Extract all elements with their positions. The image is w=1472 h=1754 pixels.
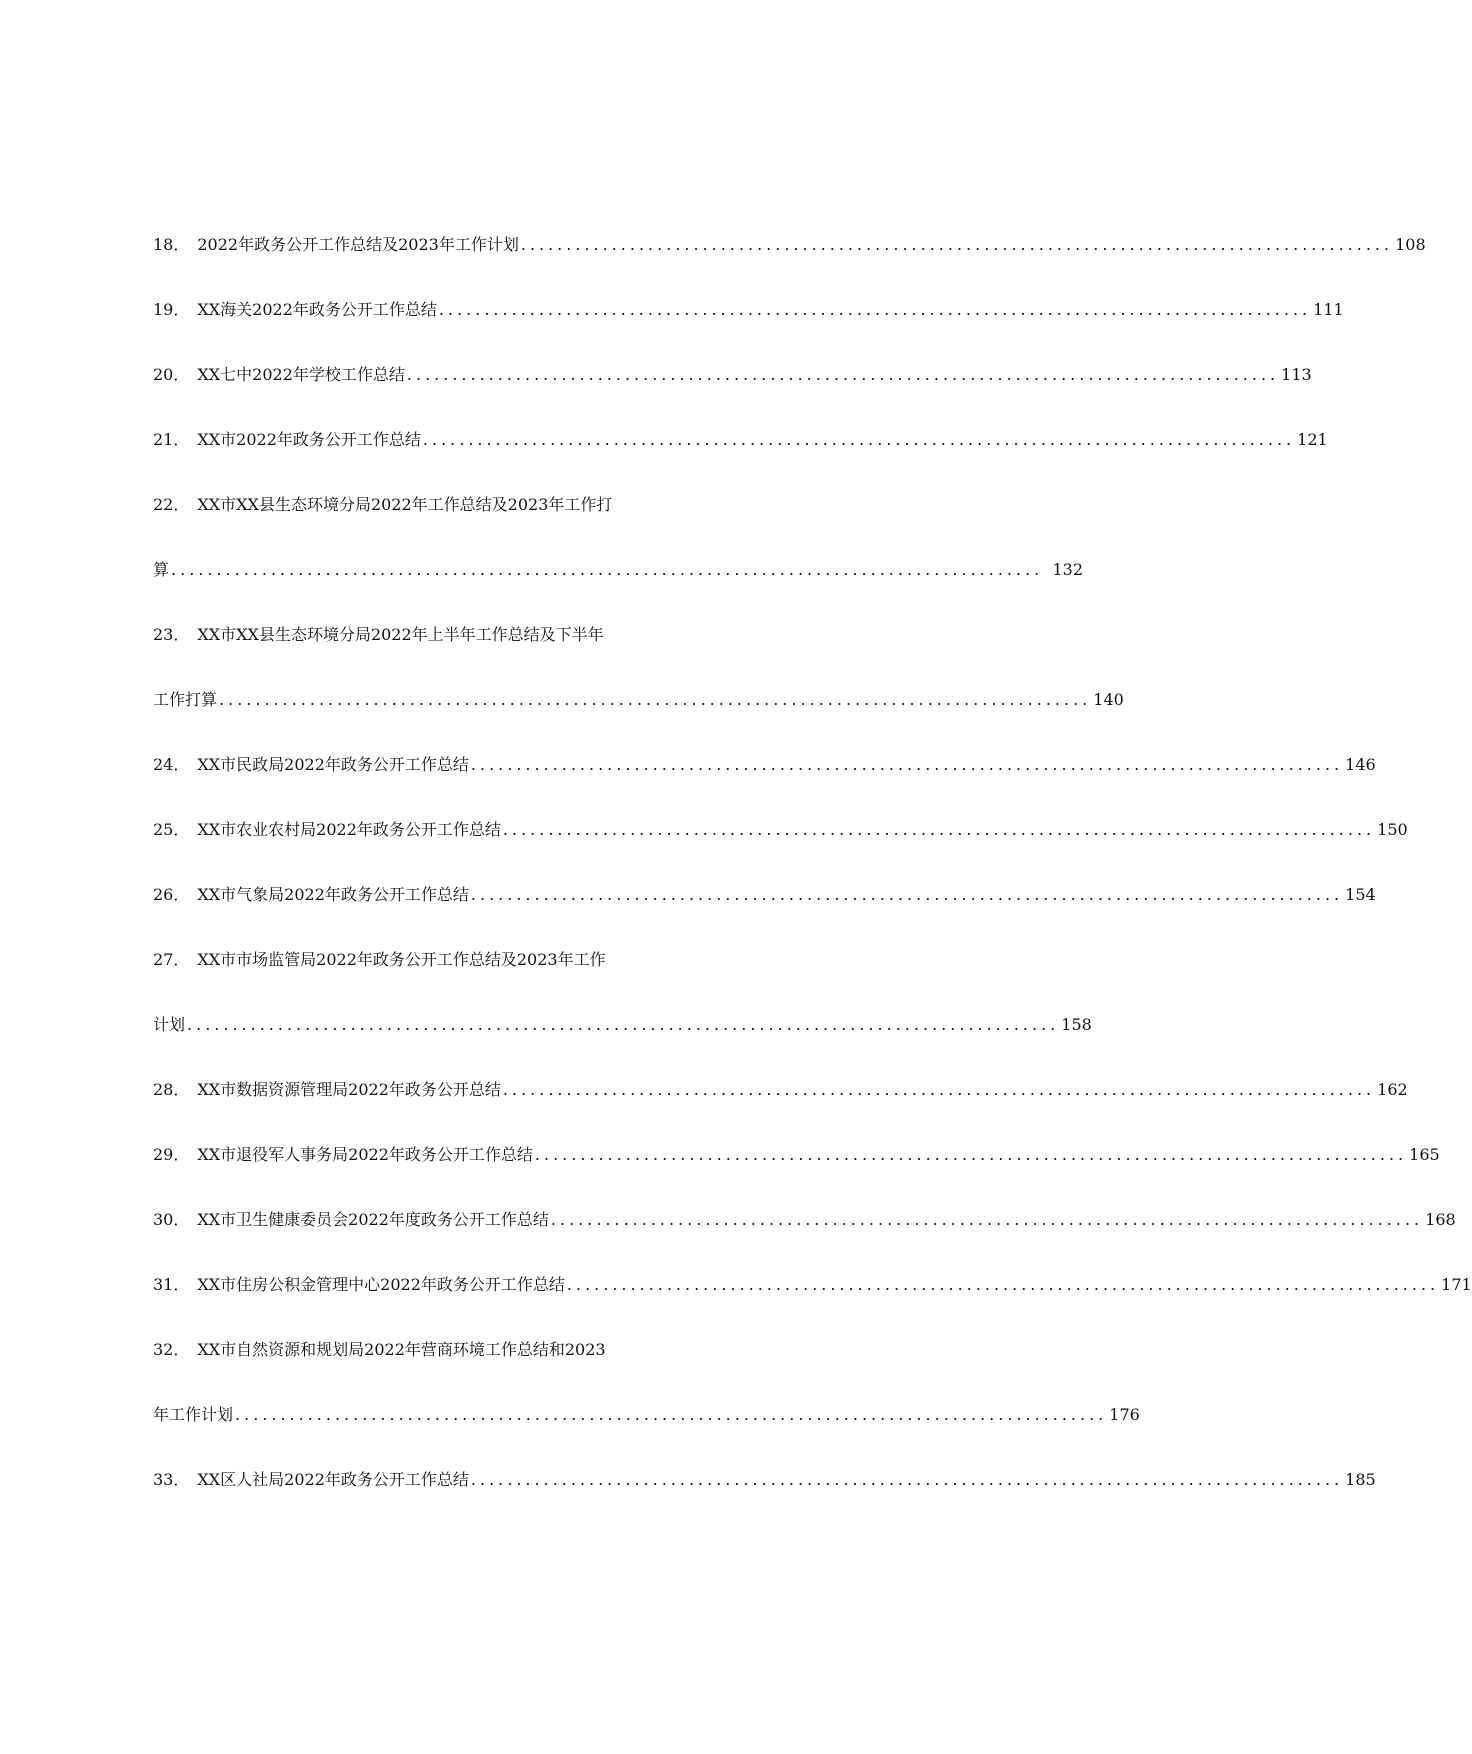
toc-entry-title: 28． XX市数据资源管理局2022年政务公开总结 [153,1080,501,1099]
toc-entry-22[interactable] [153,472,1083,602]
toc-entry-18[interactable] [153,212,1426,277]
toc-leader-dots: ................................................................................................ [566,1275,1440,1294]
toc-page-number: 108 [1395,235,1426,254]
toc-entry-title: 算 [153,560,170,579]
toc-entry-title: 26． XX市气象局2022年政务公开工作总结 [153,885,469,904]
toc-page-number: 158 [1061,1015,1092,1034]
toc-entry-line1: 23． XX市XX县生态环境分局2022年上半年工作总结及下半年 [153,625,604,644]
toc-entry-19[interactable] [153,277,1344,342]
toc-entry-title: 19． XX海关2022年政务公开工作总结 [153,300,437,319]
toc-page-number: 113 [1281,365,1312,384]
toc-page-number: 121 [1297,430,1328,449]
toc-leader-dots: ................................................................................................ [171,560,1044,579]
toc-entry-line1: 32． XX市自然资源和规划局2022年营商环境工作总结和2023 [153,1340,606,1359]
toc-leader-dots: ................................................................................................ [406,365,1280,384]
toc-leader-dots: ................................................................................................ [502,1080,1376,1099]
toc-leader-dots: ................................................................................................ [550,1210,1424,1229]
toc-entry-title: 工作打算 [153,690,218,709]
table-of-contents [153,212,1472,1512]
toc-entry-29[interactable] [153,1122,1440,1187]
toc-leader-dots: ................................................................................................ [520,235,1394,254]
toc-entry-title: 31． XX市住房公积金管理中心2022年政务公开工作总结 [153,1275,565,1294]
toc-entry-line2 [153,1382,1140,1447]
toc-page-number: 168 [1425,1210,1456,1229]
toc-entry-21[interactable] [153,407,1328,472]
toc-leader-dots: ................................................................................................ [235,1405,1108,1424]
toc-page-number: 150 [1377,820,1408,839]
toc-leader-dots: ................................................................................................ [470,1470,1344,1489]
toc-entry-title: 24． XX市民政局2022年政务公开工作总结 [153,755,469,774]
toc-page-number: 146 [1345,755,1376,774]
toc-leader-dots: ................................................................................................ [422,430,1296,449]
toc-entry-line2 [153,537,1083,602]
toc-page-number: 140 [1093,690,1124,709]
toc-entry-title: 18． 2022年政务公开工作总结及2023年工作计划 [153,235,519,254]
toc-entry-title: 33． XX区人社局2022年政务公开工作总结 [153,1470,469,1489]
toc-entry-26[interactable] [153,862,1376,927]
toc-entry-20[interactable] [153,342,1312,407]
toc-leader-dots: ................................................................................................ [470,885,1344,904]
toc-page-number: 185 [1345,1470,1376,1489]
toc-entry-23[interactable] [153,602,1124,732]
toc-page-number: 154 [1345,885,1376,904]
toc-entry-33[interactable] [153,1447,1376,1512]
toc-leader-dots: ................................................................................................ [187,1015,1060,1034]
toc-entry-31[interactable] [153,1252,1472,1317]
toc-page-number: 111 [1313,300,1344,319]
toc-entry-24[interactable] [153,732,1376,797]
toc-leader-dots: ................................................................................................ [534,1145,1408,1164]
toc-entry-title: 30． XX市卫生健康委员会2022年度政务公开工作总结 [153,1210,549,1229]
toc-entry-title: 20． XX七中2022年学校工作总结 [153,365,405,384]
toc-page-number: 171 [1441,1275,1472,1294]
toc-entry-32[interactable] [153,1317,1140,1447]
toc-entry-title: 25． XX市农业农村局2022年政务公开工作总结 [153,820,501,839]
toc-leader-dots: ................................................................................................ [502,820,1376,839]
toc-page-number: 162 [1377,1080,1408,1099]
toc-entry-27[interactable] [153,927,1092,1057]
toc-entry-line2 [153,992,1092,1057]
toc-entry-line1: 27． XX市市场监管局2022年政务公开工作总结及2023年工作 [153,950,606,969]
toc-entry-25[interactable] [153,797,1408,862]
toc-entry-title: 21． XX市2022年政务公开工作总结 [153,430,421,449]
toc-leader-dots: ................................................................................................ [219,690,1092,709]
toc-entry-line2 [153,667,1124,732]
toc-entry-title: 计划 [153,1015,186,1034]
toc-entry-line1: 22． XX市XX县生态环境分局2022年工作总结及2023年工作打 [153,495,613,514]
toc-page-number: 132 [1052,560,1083,579]
toc-entry-28[interactable] [153,1057,1408,1122]
toc-leader-dots: ................................................................................................ [438,300,1312,319]
toc-entry-title: 29． XX市退役军人事务局2022年政务公开工作总结 [153,1145,533,1164]
toc-entry-title: 年工作计划 [153,1405,234,1424]
toc-entry-30[interactable] [153,1187,1456,1252]
toc-page-number: 165 [1409,1145,1440,1164]
toc-leader-dots: ................................................................................................ [470,755,1344,774]
toc-page-number: 176 [1109,1405,1140,1424]
